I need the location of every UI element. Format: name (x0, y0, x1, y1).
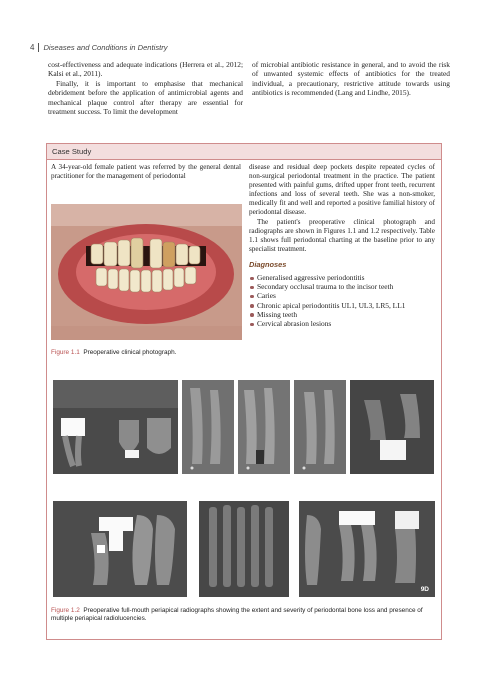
page-number: 4 (30, 43, 39, 52)
case-study-heading: Case Study (47, 144, 441, 160)
diagnoses-list (249, 273, 435, 328)
radiograph-upper-left-anterior (294, 380, 346, 474)
figure-caption-text: Preoperative full-mouth periapical radiographs showing the extent and severity of periodontal bone loss and presence of multiple periapical radiolucencies. (51, 607, 423, 622)
figure-1-2-caption (51, 607, 435, 623)
diagnosis-item: Caries (249, 291, 435, 300)
radiograph-lower-anterior (199, 501, 289, 597)
running-header (30, 43, 168, 52)
radiograph-lower-left-posterior (299, 501, 435, 597)
figure-1-1-caption (51, 349, 241, 357)
paragraph: The patient's preoperative clinical photograph and radiographs are shown in Figures 1.1 and 1.2 respectively. Table 1.1 shows full periodontal charting at the baseline prior to any specialist treatment. (249, 217, 435, 253)
diagnosis-item: Missing teeth (249, 310, 435, 319)
radiograph-upper-right-anterior (182, 380, 234, 474)
diagnosis-item: Generalised aggressive periodontitis (249, 273, 435, 282)
paragraph: A 34-year-old female patient was referred by the general dental practitioner for the management of periodontal (51, 163, 241, 181)
radiograph-upper-right-posterior (53, 380, 178, 474)
paragraph: of microbial antibiotic resistance in general, and to avoid the risk of unwanted systemic effects of antibiotics for the treated individual, a precautionary, restrictive attitude towards using antibiotics is recommended (Lang and Lindhe, 2015). (252, 60, 450, 98)
radiograph-upper-anterior (238, 380, 290, 474)
paragraph: cost-effectiveness and adequate indications (Herrera et al., 2012; Kalsi et al., 2011). (48, 60, 243, 79)
diagnosis-item: Chronic apical periodontitis UL1, UL3, LR5, LL1 (249, 301, 435, 310)
diagnosis-item: Cervical abrasion lesions (249, 319, 435, 328)
case-history-text (249, 163, 435, 328)
figure-label: Figure 1.2 (51, 607, 80, 614)
body-column-left (48, 60, 243, 116)
paragraph: Finally, it is important to emphasise that mechanical debridement before the application of antimicrobial agents and mechanical plaque control after therapy are essential for treatment success. To limit the development (48, 78, 243, 117)
paragraph: disease and residual deep pockets despite repeated cycles of non-surgical periodontal treatment in the practice. The patient presented with painful gums, drifted upper front teeth, recurrent infections and loss of several teeth. She was a non-smoker, medically fit and well and reported a positive familial history of periodontal disease. (249, 163, 435, 217)
figure-label: Figure 1.1 (51, 349, 80, 356)
running-title: Diseases and Conditions in Dentistry (43, 43, 168, 52)
clinical-photograph (51, 204, 242, 340)
radiograph-lower-right-posterior (53, 501, 187, 597)
radiograph-upper-left-posterior (350, 380, 434, 474)
figure-caption-text: Preoperative clinical photograph. (83, 349, 177, 356)
case-intro-text (51, 163, 241, 181)
case-study-box (46, 143, 442, 640)
diagnoses-heading: Diagnoses (249, 259, 287, 269)
body-column-right (252, 60, 450, 98)
radiograph-mark: 9D (420, 586, 429, 593)
diagnosis-item: Secondary occlusal trauma to the incisor teeth (249, 282, 435, 291)
